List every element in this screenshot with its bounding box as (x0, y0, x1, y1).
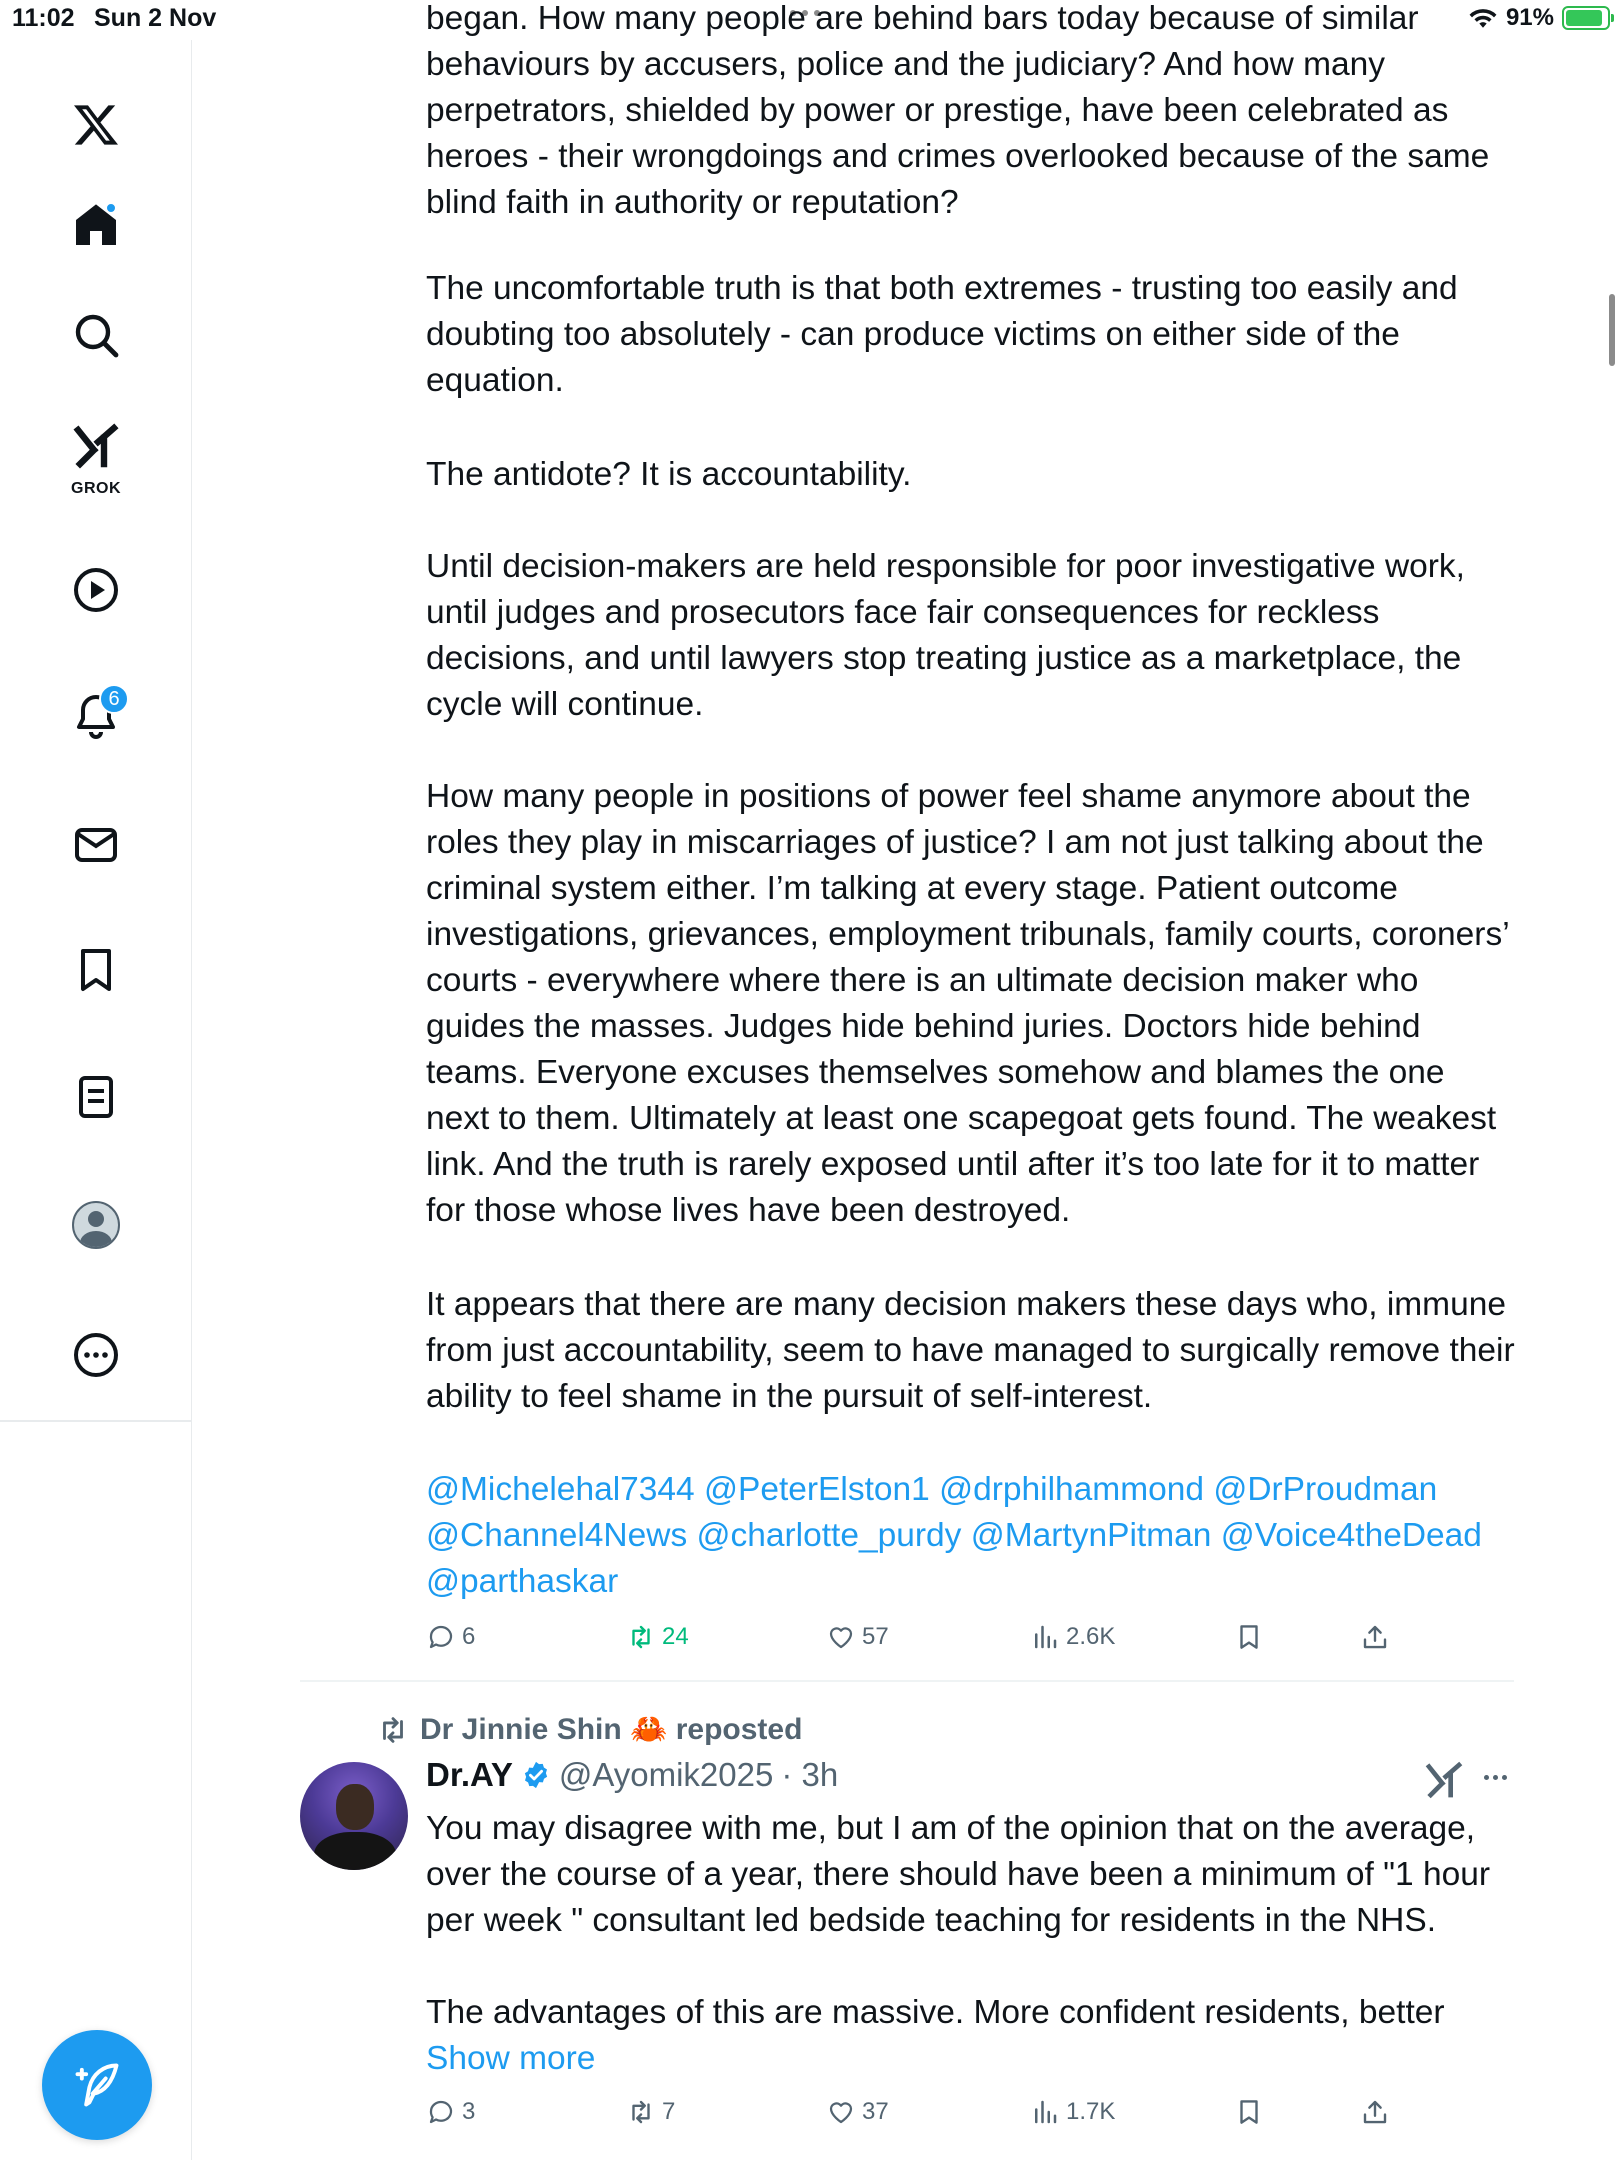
views-count: 2.6K (1066, 1623, 1116, 1650)
repost-attribution[interactable] (376, 1712, 802, 1747)
tweet-actions (426, 2097, 1426, 2137)
reposted-by: Dr Jinnie Shin 🦀 reposted (420, 1713, 803, 1746)
tweet-actions (426, 1622, 1426, 1662)
reply-count: 3 (462, 2098, 476, 2125)
reply-button[interactable] (426, 2097, 475, 2127)
sidebar-item-home[interactable] (61, 190, 131, 260)
more-icon (72, 1331, 120, 1379)
like-count: 37 (862, 2098, 889, 2125)
sidebar-divider (0, 1420, 192, 1422)
notifications-badge: 6 (99, 684, 129, 714)
play-icon (72, 566, 120, 614)
bookmark-icon (1234, 2097, 1264, 2127)
sidebar-item-more[interactable] (61, 1320, 131, 1390)
bookmark-icon (1234, 1622, 1264, 1652)
like-button[interactable] (826, 2097, 889, 2127)
reply-button[interactable] (426, 1622, 475, 1652)
more-options-icon[interactable] (1478, 1760, 1512, 1794)
sidebar-item-lists[interactable] (61, 1062, 131, 1132)
avatar[interactable] (300, 1762, 408, 1870)
compose-feather-icon (71, 2059, 123, 2111)
bookmark-icon (72, 946, 120, 994)
tweet-paragraph: How many people in positions of power feel shame anymore about the roles they play in miscarriages of justice? I am not just talking about the criminal system either. I’m talking at every stage. Patient outcome investigations, grievances, employment tribunals, family courts, coroners’ courts - everywhere where there is an ultimate decision maker who guides the masses. Judges hide behind juries. Doctors hide behind teams. Everyone excuses themselves somehow and blames the one next to them. Ultimately at least one scapegoat gets found. The weakest link. And the truth is rarely exposed until after it’s too late for it to matter for those whose lives have been destroyed. (426, 778, 1509, 1229)
tweet-mentions[interactable]: @Michelehal7344 @PeterElston1 @drphilhammond @DrProudman @Channel4News @charlotte_purdy @MartynPitman @Voice4theDead @parthaskar (426, 1471, 1482, 1600)
repost-count: 24 (662, 1623, 689, 1650)
bookmark-button[interactable] (1234, 2097, 1264, 2127)
repost-count: 7 (662, 2098, 676, 2125)
compose-button[interactable] (42, 2030, 152, 2140)
like-button[interactable] (826, 1622, 889, 1652)
reply-icon (426, 2097, 456, 2127)
repost-button[interactable] (626, 2097, 675, 2127)
list-icon (72, 1073, 120, 1121)
repost-icon (376, 1713, 410, 1747)
grok-icon[interactable] (1424, 1760, 1464, 1800)
battery-icon (1562, 6, 1610, 30)
sidebar-item-profile[interactable] (61, 1190, 131, 1260)
sidebar-item-messages[interactable] (61, 810, 131, 880)
views-chart-icon (1030, 2097, 1060, 2127)
share-button[interactable] (1360, 1622, 1390, 1652)
tweet-paragraph-truncated (426, 1990, 1516, 2082)
like-count: 57 (862, 1623, 889, 1650)
search-icon (72, 311, 120, 359)
bookmark-button[interactable] (1234, 1622, 1264, 1652)
tweet-time[interactable]: · 3h (781, 1756, 839, 1793)
heart-icon (826, 2097, 856, 2127)
repost-button[interactable] (626, 1622, 689, 1652)
sidebar-item-bookmarks[interactable] (61, 935, 131, 1005)
battery-percent: 91% (1505, 4, 1554, 31)
profile-icon (72, 1201, 120, 1249)
sidebar-item-search[interactable] (61, 300, 131, 370)
sidebar-item-notifications[interactable] (61, 680, 131, 750)
heart-icon (826, 1622, 856, 1652)
repost-icon (626, 2097, 656, 2127)
share-icon (1360, 2097, 1390, 2127)
views-chart-icon (1030, 1622, 1060, 1652)
sidebar-item-video[interactable] (61, 555, 131, 625)
grok-icon (72, 422, 120, 470)
views-button[interactable] (1030, 1622, 1115, 1652)
status-date: Sun 2 Nov (94, 4, 217, 32)
tweet-paragraph: Until decision-makers are held responsible for poor investigative work, until judges and prosecutors face fair consequences for reckless decisions, and until lawyers stop treating justice as a marketplace, the cycle will continue. (426, 548, 1465, 723)
sidebar (0, 40, 192, 2160)
tweet-paragraph: The antidote? It is accountability. (426, 456, 912, 493)
mail-icon (72, 821, 120, 869)
home-unread-dot (105, 202, 117, 214)
views-count: 1.7K (1066, 2098, 1116, 2125)
reply-count: 6 (462, 1623, 476, 1650)
reply-icon (426, 1622, 456, 1652)
tweet-paragraph: You may disagree with me, but I am of the opinion that on the average, over the course of a year, there should have been a minimum of "1 hour per week " consultant led bedside teaching for residents in the NHS. (426, 1810, 1491, 1939)
grok-label: GROK (71, 480, 121, 497)
sidebar-item-grok[interactable] (61, 420, 131, 497)
show-more-link[interactable]: Show more (426, 2040, 596, 2077)
tweet-separator (300, 1680, 1514, 1682)
share-icon (1360, 1622, 1390, 1652)
user-handle[interactable]: @Ayomik2025 (558, 1756, 774, 1793)
repost-icon (626, 1622, 656, 1652)
verified-badge-icon (521, 1760, 551, 1790)
tweet-paragraph: The advantages of this are massive. More confident residents, better (426, 1994, 1445, 2031)
status-time: 11:02 (12, 4, 75, 32)
share-button[interactable] (1360, 2097, 1390, 2127)
tweet-paragraph: It appears that there are many decision makers these days who, immune from just accountability, seem to have managed to surgically remove their ability to feel shame in the pursuit of self-interest. (426, 1286, 1515, 1415)
display-name[interactable]: Dr.AY (426, 1756, 513, 1793)
scrollbar[interactable] (1609, 294, 1615, 366)
tweet-header (426, 1756, 838, 1794)
views-button[interactable] (1030, 2097, 1115, 2127)
tweet-paragraph: began. How many people are behind bars today because of similar behaviours by accusers, police and the judiciary? And how many perpetrators, shielded by power or prestige, have been celebrated as heroes - their wrongdoings and crimes overlooked because of the same blind faith in authority or reputation? (426, 0, 1490, 221)
tweet-paragraph: The uncomfortable truth is that both extremes - trusting too easily and doubting too absolutely - can produce victims on either side of the equation. (426, 270, 1458, 399)
x-logo-icon[interactable] (61, 90, 131, 160)
